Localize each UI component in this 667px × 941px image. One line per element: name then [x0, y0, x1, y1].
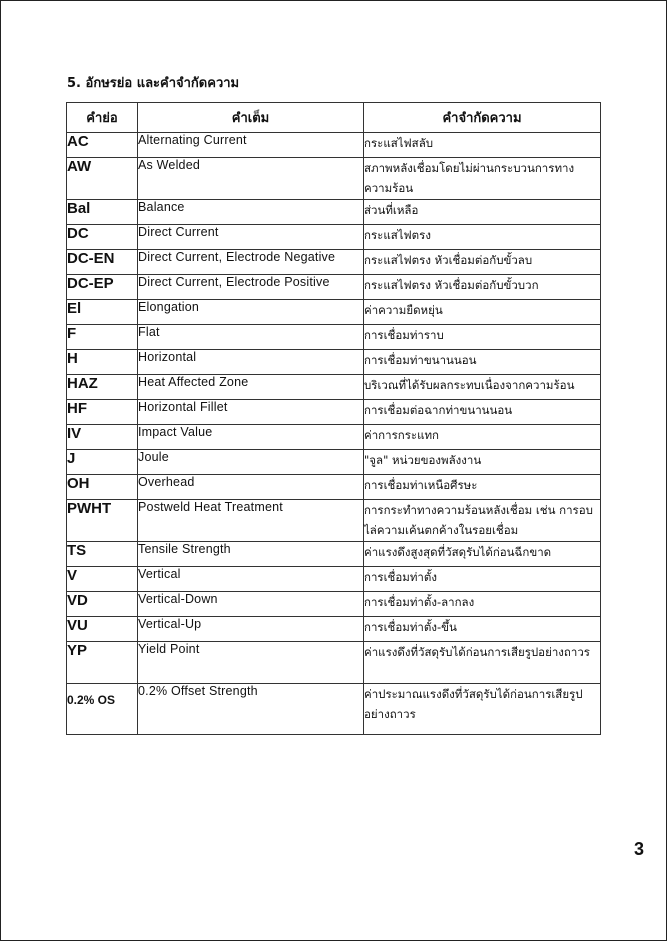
full-term-cell: Direct Current, Electrode Negative — [138, 250, 364, 275]
abbr-cell: HAZ — [67, 375, 138, 400]
definition-cell: กระแสไฟตรง หัวเชื่อมต่อกับขั้วบวก — [364, 275, 601, 300]
table-row — [67, 450, 601, 475]
table-row — [67, 684, 601, 735]
table-row — [67, 225, 601, 250]
definition-cell: การเชื่อมต่อฉากท่าขนานนอน — [364, 400, 601, 425]
definition-cell: การกระทำทางความร้อนหลังเชื่อม เช่น การอบไล่ความเค้นตกค้างในรอยเชื่อม — [364, 500, 601, 542]
definition-cell: ค่าการกระแทก — [364, 425, 601, 450]
definition-cell: การเชื่อมท่าเหนือศีรษะ — [364, 475, 601, 500]
definition-cell: การเชื่อมท่าตั้ง — [364, 567, 601, 592]
table-header-row — [67, 103, 601, 133]
abbr-cell: PWHT — [67, 500, 138, 542]
definition-cell: "จูล" หน่วยของพลังงาน — [364, 450, 601, 475]
table-row — [67, 617, 601, 642]
section-heading: 5. อักษรย่อ และคำจำกัดความ — [67, 76, 240, 91]
table-row — [67, 300, 601, 325]
definition-cell: กระแสไฟตรง — [364, 225, 601, 250]
table-row — [67, 375, 601, 400]
full-term-cell: Yield Point — [138, 642, 364, 684]
table-row — [67, 475, 601, 500]
definition-cell: บริเวณที่ได้รับผลกระทบเนื่องจากความร้อน — [364, 375, 601, 400]
definition-cell: กระแสไฟสลับ — [364, 133, 601, 158]
table-row — [67, 542, 601, 567]
full-term-cell: Elongation — [138, 300, 364, 325]
abbr-cell: F — [67, 325, 138, 350]
header-definition: คำจำกัดความ — [364, 103, 601, 133]
definition-cell: ค่าแรงดึงที่วัสดุรับได้ก่อนการเสียรูปอย่างถาวร — [364, 642, 601, 684]
abbr-cell: DC-EP — [67, 275, 138, 300]
full-term-cell: Direct Current — [138, 225, 364, 250]
definition-cell: การเชื่อมท่าขนานนอน — [364, 350, 601, 375]
definition-cell: ค่าแรงดึงสูงสุดที่วัสดุรับได้ก่อนฉีกขาด — [364, 542, 601, 567]
full-term-cell: Postweld Heat Treatment — [138, 500, 364, 542]
table-row — [67, 500, 601, 542]
table-row — [67, 325, 601, 350]
abbr-cell: V — [67, 567, 138, 592]
full-term-cell: Vertical-Up — [138, 617, 364, 642]
table-row — [67, 200, 601, 225]
abbr-cell: DC — [67, 225, 138, 250]
full-term-cell: Alternating Current — [138, 133, 364, 158]
full-term-cell: Heat Affected Zone — [138, 375, 364, 400]
definition-cell: กระแสไฟตรง หัวเชื่อมต่อกับขั้วลบ — [364, 250, 601, 275]
abbr-cell: 0.2% OS — [67, 684, 138, 735]
full-term-cell: As Welded — [138, 158, 364, 200]
table-row — [67, 158, 601, 200]
abbr-cell: HF — [67, 400, 138, 425]
abbr-cell: YP — [67, 642, 138, 684]
definition-cell: ค่าประมาณแรงดึงที่วัสดุรับได้ก่อนการเสียรูปอย่างถาวร — [364, 684, 601, 735]
abbr-cell: VU — [67, 617, 138, 642]
table-row — [67, 567, 601, 592]
abbr-cell: AW — [67, 158, 138, 200]
full-term-cell: Impact Value — [138, 425, 364, 450]
abbr-cell: TS — [67, 542, 138, 567]
header-abbreviation: คำย่อ — [67, 103, 138, 133]
definition-cell: ค่าความยืดหยุ่น — [364, 300, 601, 325]
abbr-cell: DC-EN — [67, 250, 138, 275]
definition-cell: การเชื่อมท่าตั้ง-ขึ้น — [364, 617, 601, 642]
abbr-cell: OH — [67, 475, 138, 500]
table-row — [67, 350, 601, 375]
definition-cell: ส่วนที่เหลือ — [364, 200, 601, 225]
full-term-cell: 0.2% Offset Strength — [138, 684, 364, 735]
full-term-cell: Horizontal Fillet — [138, 400, 364, 425]
table-row — [67, 425, 601, 450]
definition-cell: การเชื่อมท่าราบ — [364, 325, 601, 350]
abbr-cell: AC — [67, 133, 138, 158]
abbr-cell: H — [67, 350, 138, 375]
full-term-cell: Direct Current, Electrode Positive — [138, 275, 364, 300]
table-row — [67, 250, 601, 275]
full-term-cell: Vertical-Down — [138, 592, 364, 617]
full-term-cell: Vertical — [138, 567, 364, 592]
table-row — [67, 275, 601, 300]
abbr-cell: VD — [67, 592, 138, 617]
full-term-cell: Tensile Strength — [138, 542, 364, 567]
table-row — [67, 400, 601, 425]
page-number: 3 — [634, 839, 645, 859]
abbr-cell: IV — [67, 425, 138, 450]
definition-cell: การเชื่อมท่าตั้ง-ลากลง — [364, 592, 601, 617]
abbr-cell: J — [67, 450, 138, 475]
table-row — [67, 642, 601, 684]
full-term-cell: Joule — [138, 450, 364, 475]
table-row — [67, 592, 601, 617]
full-term-cell: Overhead — [138, 475, 364, 500]
full-term-cell: Horizontal — [138, 350, 364, 375]
table-row — [67, 133, 601, 158]
full-term-cell: Flat — [138, 325, 364, 350]
definition-cell: สภาพหลังเชื่อมโดยไม่ผ่านกระบวนการทางความร้อน — [364, 158, 601, 200]
header-full-term: คำเต็ม — [138, 103, 364, 133]
abbr-cell: El — [67, 300, 138, 325]
abbr-cell: Bal — [67, 200, 138, 225]
full-term-cell: Balance — [138, 200, 364, 225]
abbreviation-table — [66, 102, 601, 735]
